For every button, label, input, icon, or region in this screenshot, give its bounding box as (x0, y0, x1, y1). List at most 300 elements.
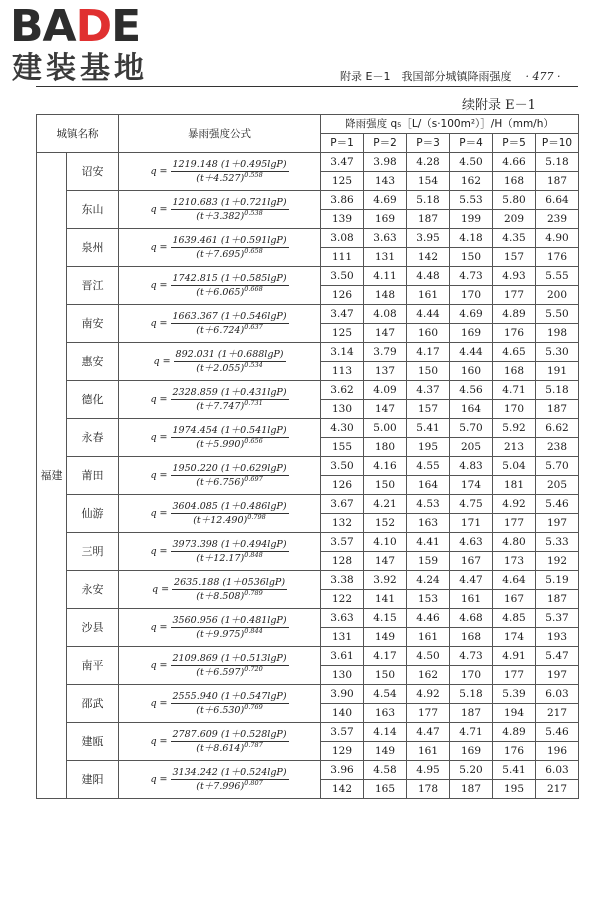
formula-numerator: 3134.242 (1＋0.524lgP) (172, 767, 287, 778)
formula-denominator: (t＋8.508) (196, 591, 245, 602)
intensity-q-value: 4.11 (364, 267, 407, 286)
intensity-q-value: 4.15 (364, 609, 407, 628)
intensity-h-value: 142 (321, 780, 364, 799)
intensity-q-value: 3.14 (321, 343, 364, 362)
formula-fraction (150, 463, 288, 488)
formula-denominator: (t＋2.055) (196, 363, 245, 374)
formula-denominator: (t＋6.724) (196, 325, 245, 336)
intensity-q-value: 4.50 (407, 647, 450, 666)
intensity-h-value: 154 (407, 172, 450, 191)
formula-denominator: (t＋6.597) (196, 667, 245, 678)
formula-denominator-wrap (194, 476, 265, 488)
formula-stack (171, 729, 289, 754)
intensity-h-value: 161 (450, 590, 493, 609)
intensity-h-value: 159 (407, 552, 450, 571)
table-row (37, 305, 579, 324)
formula-fraction (150, 501, 288, 526)
header-period: P＝5 (493, 134, 536, 153)
formula-stack (171, 691, 289, 716)
intensity-h-value: 111 (321, 248, 364, 267)
formula-stack (171, 653, 289, 678)
intensity-q-value: 3.95 (407, 229, 450, 248)
intensity-q-value: 3.92 (364, 571, 407, 590)
formula-exponent: 0.844 (244, 626, 263, 635)
table-row (37, 571, 579, 590)
formula-exponent: 0.656 (244, 436, 263, 445)
header-period: P＝10 (536, 134, 579, 153)
intensity-q-value: 5.70 (450, 419, 493, 438)
intensity-q-value: 6.03 (536, 685, 579, 704)
formula-lhs: q = (150, 622, 168, 633)
formula-exponent: 0.720 (244, 664, 263, 673)
table-row (37, 191, 579, 210)
formula-denominator-wrap (194, 742, 265, 754)
formula-lhs: q = (150, 204, 168, 215)
header-rule (36, 86, 578, 87)
intensity-q-value: 4.55 (407, 457, 450, 476)
formula-denominator: (t＋7.695) (196, 249, 245, 260)
intensity-h-value: 194 (493, 704, 536, 723)
city-name: 建瓯 (67, 723, 119, 761)
formula-stack (174, 349, 286, 374)
formula-denominator: (t＋6.756) (196, 477, 245, 488)
formula-exponent: 0.731 (244, 398, 263, 407)
city-name: 三明 (67, 533, 119, 571)
intensity-h-value: 213 (493, 438, 536, 457)
formula-lhs: q = (150, 242, 168, 253)
intensity-q-value: 3.62 (321, 381, 364, 400)
intensity-h-value: 187 (450, 704, 493, 723)
intensity-q-value: 4.89 (493, 723, 536, 742)
rainstorm-formula (119, 495, 321, 533)
rainstorm-formula (119, 609, 321, 647)
intensity-q-value: 5.18 (536, 153, 579, 172)
formula-stack (172, 577, 287, 602)
formula-denominator: (t＋5.990) (196, 439, 245, 450)
intensity-q-value: 3.50 (321, 457, 364, 476)
formula-denominator-wrap (194, 172, 265, 184)
intensity-h-value: 149 (364, 628, 407, 647)
intensity-q-value: 4.83 (450, 457, 493, 476)
intensity-h-value: 196 (536, 742, 579, 761)
formula-denominator-wrap (194, 400, 265, 412)
intensity-q-value: 3.47 (321, 153, 364, 172)
formula-exponent: 0.637 (244, 322, 263, 331)
intensity-h-value: 141 (364, 590, 407, 609)
intensity-q-value: 5.47 (536, 647, 579, 666)
province-cell: 福建 (37, 153, 67, 799)
intensity-q-value: 4.17 (407, 343, 450, 362)
intensity-h-value: 199 (450, 210, 493, 229)
header-period: P＝3 (407, 134, 450, 153)
intensity-h-value: 181 (493, 476, 536, 495)
formula-fraction (150, 197, 288, 222)
formula-numerator: 1639.461 (1＋0.591lgP) (172, 235, 287, 246)
formula-stack (171, 311, 289, 336)
intensity-q-value: 4.21 (364, 495, 407, 514)
formula-exponent: 0.789 (244, 588, 263, 597)
intensity-q-value: 4.91 (493, 647, 536, 666)
intensity-h-value: 131 (321, 628, 364, 647)
intensity-h-value: 147 (364, 400, 407, 419)
formula-lhs: q = (150, 166, 168, 177)
formula-lhs: q = (150, 280, 168, 291)
intensity-q-value: 5.18 (450, 685, 493, 704)
intensity-h-value: 205 (536, 476, 579, 495)
formula-fraction (153, 349, 285, 374)
rainstorm-formula (119, 267, 321, 305)
formula-denominator: (t＋3.382) (196, 211, 245, 222)
intensity-h-value: 187 (536, 590, 579, 609)
formula-fraction (150, 615, 288, 640)
intensity-h-value: 176 (493, 324, 536, 343)
intensity-h-value: 176 (493, 742, 536, 761)
intensity-h-value: 126 (321, 286, 364, 305)
formula-lhs: q = (150, 736, 168, 747)
intensity-q-value: 6.62 (536, 419, 579, 438)
formula-stack (171, 767, 289, 792)
page-number: · 477 · (525, 70, 561, 83)
intensity-q-value: 3.96 (321, 761, 364, 780)
table-row (37, 343, 579, 362)
city-name: 永春 (67, 419, 119, 457)
intensity-h-value: 177 (493, 514, 536, 533)
table-body (37, 153, 579, 799)
intensity-h-value: 131 (364, 248, 407, 267)
formula-denominator-wrap (194, 248, 265, 260)
intensity-h-value: 163 (407, 514, 450, 533)
intensity-h-value: 129 (321, 742, 364, 761)
intensity-q-value: 4.65 (493, 343, 536, 362)
formula-denominator: (t＋7.747) (196, 401, 245, 412)
formula-stack (171, 615, 289, 640)
intensity-q-value: 4.14 (364, 723, 407, 742)
intensity-h-value: 165 (364, 780, 407, 799)
intensity-q-value: 4.37 (407, 381, 450, 400)
table-row (37, 419, 579, 438)
formula-exponent: 0.798 (247, 512, 266, 521)
intensity-q-value: 4.47 (450, 571, 493, 590)
intensity-q-value: 3.57 (321, 533, 364, 552)
header-formula: 暴雨强度公式 (119, 115, 321, 153)
intensity-h-value: 187 (536, 400, 579, 419)
intensity-q-value: 4.75 (450, 495, 493, 514)
intensity-q-value: 3.79 (364, 343, 407, 362)
intensity-q-value: 5.53 (450, 191, 493, 210)
intensity-h-value: 168 (493, 362, 536, 381)
formula-numerator: 1210.683 (1＋0.721lgP) (172, 197, 287, 208)
formula-fraction (150, 159, 288, 184)
intensity-q-value: 5.20 (450, 761, 493, 780)
intensity-h-value: 170 (450, 666, 493, 685)
formula-numerator: 3560.956 (1＋0.481lgP) (172, 615, 287, 626)
formula-lhs: q = (150, 394, 168, 405)
intensity-h-value: 113 (321, 362, 364, 381)
intensity-h-value: 217 (536, 780, 579, 799)
city-name: 诏安 (67, 153, 119, 191)
intensity-h-value: 160 (407, 324, 450, 343)
rainstorm-formula (119, 533, 321, 571)
city-name: 莆田 (67, 457, 119, 495)
intensity-q-value: 5.37 (536, 609, 579, 628)
formula-exponent: 0.787 (244, 740, 263, 749)
formula-denominator: (t＋12.17) (196, 553, 245, 564)
intensity-q-value: 5.50 (536, 305, 579, 324)
intensity-h-value: 150 (364, 666, 407, 685)
formula-denominator-wrap (191, 514, 268, 526)
intensity-q-value: 4.71 (493, 381, 536, 400)
formula-denominator: (t＋6.530) (196, 705, 245, 716)
formula-lhs: q = (151, 584, 170, 595)
city-name: 南安 (67, 305, 119, 343)
intensity-h-value: 167 (493, 590, 536, 609)
intensity-q-value: 5.46 (536, 495, 579, 514)
intensity-q-value: 5.41 (407, 419, 450, 438)
intensity-q-value: 4.50 (450, 153, 493, 172)
intensity-q-value: 3.63 (321, 609, 364, 628)
table-row (37, 685, 579, 704)
formula-denominator: (t＋9.975) (196, 629, 245, 640)
intensity-q-value: 4.92 (493, 495, 536, 514)
intensity-q-value: 4.46 (407, 609, 450, 628)
formula-denominator: (t＋12.490) (193, 515, 248, 526)
formula-fraction (150, 273, 288, 298)
intensity-h-value: 177 (493, 666, 536, 685)
intensity-h-value: 197 (536, 514, 579, 533)
formula-exponent: 0.697 (244, 474, 263, 483)
rainstorm-formula (119, 343, 321, 381)
formula-stack (171, 539, 289, 564)
intensity-q-value: 3.61 (321, 647, 364, 666)
intensity-h-value: 147 (364, 552, 407, 571)
intensity-q-value: 4.90 (536, 229, 579, 248)
formula-exponent: 0.668 (244, 284, 263, 293)
formula-denominator-wrap (194, 780, 265, 792)
intensity-h-value: 125 (321, 324, 364, 343)
formula-lhs: q = (150, 546, 168, 557)
formula-numerator: 1950.220 (1＋0.629lgP) (172, 463, 287, 474)
intensity-h-value: 170 (450, 286, 493, 305)
formula-denominator-wrap (194, 628, 265, 640)
intensity-h-value: 142 (407, 248, 450, 267)
rainstorm-formula (119, 647, 321, 685)
formula-numerator: 1663.367 (1＋0.546lgP) (172, 311, 287, 322)
intensity-q-value: 4.17 (364, 647, 407, 666)
formula-exponent: 0.807 (244, 778, 263, 787)
rainstorm-formula (119, 723, 321, 761)
formula-denominator-wrap (194, 552, 265, 564)
intensity-q-value: 5.46 (536, 723, 579, 742)
running-head-title: 附录 E－1 我国部分城镇降雨强度 (340, 70, 512, 83)
city-name: 沙县 (67, 609, 119, 647)
intensity-q-value: 4.69 (450, 305, 493, 324)
intensity-h-value: 192 (536, 552, 579, 571)
table-row (37, 457, 579, 476)
intensity-q-value: 4.73 (450, 267, 493, 286)
rainstorm-formula (119, 381, 321, 419)
table-row (37, 267, 579, 286)
formula-numerator: 2787.609 (1＋0.528lgP) (172, 729, 287, 740)
formula-numerator: 892.031 (1＋0.688lgP) (175, 349, 284, 360)
formula-lhs: q = (150, 470, 168, 481)
intensity-q-value: 5.80 (493, 191, 536, 210)
intensity-h-value: 174 (450, 476, 493, 495)
formula-denominator-wrap (194, 590, 265, 602)
intensity-h-value: 177 (493, 286, 536, 305)
formula-denominator-wrap (194, 704, 265, 716)
intensity-q-value: 4.54 (364, 685, 407, 704)
formula-numerator: 3604.085 (1＋0.486lgP) (172, 501, 287, 512)
intensity-q-value: 5.55 (536, 267, 579, 286)
formula-denominator: (t＋7.996) (196, 781, 245, 792)
formula-fraction (150, 387, 288, 412)
header-period: P＝1 (321, 134, 364, 153)
brand-part-left: BA (10, 1, 76, 52)
intensity-q-value: 5.39 (493, 685, 536, 704)
intensity-h-value: 161 (407, 286, 450, 305)
intensity-h-value: 140 (321, 704, 364, 723)
formula-stack (171, 235, 289, 260)
intensity-q-value: 3.08 (321, 229, 364, 248)
formula-exponent: 0.534 (244, 360, 263, 369)
intensity-h-value: 126 (321, 476, 364, 495)
header-period: P＝4 (450, 134, 493, 153)
table-row (37, 229, 579, 248)
rainstorm-formula (119, 685, 321, 723)
continuation-label: 续附录 E－1 (462, 98, 536, 113)
formula-fraction (150, 653, 288, 678)
city-name: 泉州 (67, 229, 119, 267)
intensity-h-value: 148 (364, 286, 407, 305)
intensity-q-value: 5.18 (407, 191, 450, 210)
intensity-h-value: 161 (407, 742, 450, 761)
intensity-h-value: 149 (364, 742, 407, 761)
intensity-q-value: 4.44 (450, 343, 493, 362)
intensity-q-value: 4.16 (364, 457, 407, 476)
formula-denominator: (t＋4.527) (196, 173, 245, 184)
intensity-q-value: 3.86 (321, 191, 364, 210)
brand-subtitle: 建装基地 (12, 51, 148, 86)
running-head (340, 68, 560, 84)
table-row (37, 533, 579, 552)
intensity-h-value: 132 (321, 514, 364, 533)
intensity-q-value: 5.00 (364, 419, 407, 438)
formula-numerator: 2635.188 (1＋0536lgP) (174, 577, 286, 588)
rainstorm-formula (119, 153, 321, 191)
intensity-q-value: 4.10 (364, 533, 407, 552)
intensity-q-value: 5.04 (493, 457, 536, 476)
brand-part-right: E (111, 1, 141, 52)
city-name: 建阳 (67, 761, 119, 799)
brand-wordmark (10, 1, 141, 52)
city-name: 惠安 (67, 343, 119, 381)
intensity-q-value: 4.56 (450, 381, 493, 400)
formula-fraction (152, 577, 287, 602)
formula-denominator-wrap (194, 324, 265, 336)
intensity-q-value: 4.71 (450, 723, 493, 742)
city-name: 仙游 (67, 495, 119, 533)
intensity-q-value: 5.70 (536, 457, 579, 476)
intensity-h-value: 157 (407, 400, 450, 419)
rainfall-intensity-table (36, 114, 579, 799)
rainstorm-formula (119, 419, 321, 457)
intensity-h-value: 169 (450, 324, 493, 343)
intensity-h-value: 130 (321, 666, 364, 685)
intensity-q-value: 3.50 (321, 267, 364, 286)
formula-numerator: 1742.815 (1＋0.585lgP) (172, 273, 287, 284)
rainstorm-formula (119, 229, 321, 267)
intensity-h-value: 128 (321, 552, 364, 571)
formula-numerator: 2555.940 (1＋0.547lgP) (172, 691, 287, 702)
intensity-h-value: 168 (493, 172, 536, 191)
intensity-h-value: 239 (536, 210, 579, 229)
intensity-h-value: 147 (364, 324, 407, 343)
intensity-q-value: 4.53 (407, 495, 450, 514)
table-row (37, 647, 579, 666)
intensity-h-value: 176 (536, 248, 579, 267)
table-row (37, 381, 579, 400)
intensity-h-value: 217 (536, 704, 579, 723)
city-name: 邵武 (67, 685, 119, 723)
formula-stack (171, 159, 289, 184)
rainstorm-formula (119, 571, 321, 609)
formula-fraction (150, 539, 288, 564)
intensity-q-value: 3.98 (364, 153, 407, 172)
formula-lhs: q = (150, 774, 168, 785)
intensity-h-value: 169 (450, 742, 493, 761)
intensity-h-value: 187 (407, 210, 450, 229)
intensity-h-value: 137 (364, 362, 407, 381)
intensity-h-value: 191 (536, 362, 579, 381)
formula-exponent: 0.658 (244, 246, 263, 255)
intensity-q-value: 4.09 (364, 381, 407, 400)
intensity-h-value: 161 (407, 628, 450, 647)
intensity-h-value: 177 (407, 704, 450, 723)
intensity-h-value: 130 (321, 400, 364, 419)
formula-stack (171, 197, 289, 222)
intensity-h-value: 168 (450, 628, 493, 647)
intensity-h-value: 150 (450, 248, 493, 267)
formula-denominator: (t＋6.065) (196, 287, 245, 298)
city-name: 晋江 (67, 267, 119, 305)
intensity-h-value: 167 (450, 552, 493, 571)
formula-lhs: q = (150, 432, 168, 443)
intensity-q-value: 4.66 (493, 153, 536, 172)
intensity-q-value: 4.08 (364, 305, 407, 324)
intensity-h-value: 171 (450, 514, 493, 533)
intensity-q-value: 4.95 (407, 761, 450, 780)
intensity-h-value: 155 (321, 438, 364, 457)
intensity-q-value: 4.64 (493, 571, 536, 590)
intensity-h-value: 153 (407, 590, 450, 609)
intensity-h-value: 162 (407, 666, 450, 685)
formula-stack (171, 273, 289, 298)
intensity-q-value: 3.57 (321, 723, 364, 742)
formula-lhs: q = (150, 698, 168, 709)
table-row (37, 609, 579, 628)
intensity-q-value: 5.92 (493, 419, 536, 438)
city-name: 德化 (67, 381, 119, 419)
intensity-q-value: 4.44 (407, 305, 450, 324)
formula-fraction (150, 729, 288, 754)
intensity-h-value: 209 (493, 210, 536, 229)
intensity-q-value: 6.03 (536, 761, 579, 780)
intensity-q-value: 5.41 (493, 761, 536, 780)
intensity-q-value: 4.93 (493, 267, 536, 286)
intensity-h-value: 187 (536, 172, 579, 191)
header-period: P＝2 (364, 134, 407, 153)
formula-exponent: 0.538 (244, 208, 263, 217)
